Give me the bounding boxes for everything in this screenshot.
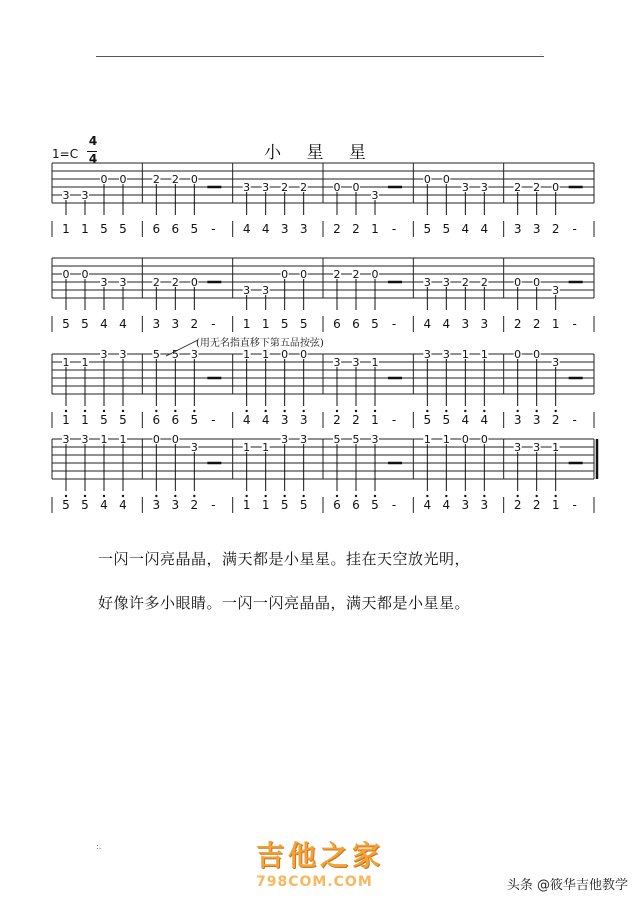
octave-dot xyxy=(264,410,266,412)
jianpu-number: 3 xyxy=(280,413,289,427)
fret-number: 3 xyxy=(262,284,270,297)
jianpu-number: 3 xyxy=(299,413,308,427)
octave-dot xyxy=(445,410,447,412)
jianpu-number: 4 xyxy=(461,222,470,236)
jianpu-number: 1 xyxy=(371,413,379,427)
fingering-annotation: (用无名指直移下第五品按弦) xyxy=(196,338,324,349)
jianpu-number: 4 xyxy=(261,413,270,427)
jianpu-number: 5 xyxy=(299,317,308,331)
octave-dot xyxy=(336,495,338,497)
octave-dot xyxy=(174,495,176,497)
fret-number: 0 xyxy=(461,433,469,446)
jianpu-number: 2 xyxy=(551,413,560,427)
fret-number: 1 xyxy=(243,348,251,361)
fret-number: 3 xyxy=(243,181,251,194)
fret-number: 0 xyxy=(100,173,108,186)
fret-number: 5 xyxy=(352,433,360,446)
jianpu-number: 3 xyxy=(513,222,522,236)
jianpu-number: 2 xyxy=(333,222,341,236)
fret-number: 0 xyxy=(281,268,289,281)
jianpu-number: 6 xyxy=(352,498,360,512)
jianpu-number: 5 xyxy=(190,222,199,236)
jianpu-number: 2 xyxy=(532,317,541,331)
fret-number: 0 xyxy=(480,433,488,446)
octave-dot xyxy=(554,410,556,412)
jianpu-number: 5 xyxy=(81,498,89,512)
jianpu-number: 1 xyxy=(551,498,560,512)
fret-number: 3 xyxy=(442,276,450,289)
fret-number: 3 xyxy=(533,441,541,454)
fret-number: 0 xyxy=(281,348,289,361)
octave-dot xyxy=(445,495,447,497)
fret-number: 0 xyxy=(352,181,360,194)
fret-number: 3 xyxy=(514,441,522,454)
fret-number: 5 xyxy=(333,433,341,446)
fret-number: 3 xyxy=(262,181,270,194)
fret-number: 0 xyxy=(533,276,541,289)
fret-number: 1 xyxy=(100,433,108,446)
jianpu-number: 1 xyxy=(261,498,270,512)
jianpu-number: 4 xyxy=(242,413,251,427)
jianpu-number: - xyxy=(572,317,577,331)
fret-number: 5 xyxy=(171,348,179,361)
fret-number: 0 xyxy=(300,268,308,281)
fret-number: 3 xyxy=(371,189,379,202)
jianpu-number: 5 xyxy=(423,222,432,236)
jianpu-number: 5 xyxy=(100,222,108,236)
jianpu-number: 5 xyxy=(371,498,379,512)
octave-dot xyxy=(103,495,105,497)
jianpu-number: 5 xyxy=(423,413,432,427)
fret-number: 3 xyxy=(552,356,560,369)
fret-number: 1 xyxy=(480,348,488,361)
time-signature-top: 4 xyxy=(88,134,98,148)
fret-number: 0 xyxy=(119,173,127,186)
octave-dot xyxy=(516,495,518,497)
jianpu-number: 6 xyxy=(152,413,161,427)
octave-dot xyxy=(193,410,195,412)
fret-number: 0 xyxy=(423,173,431,186)
jianpu-number: 5 xyxy=(299,498,308,512)
fret-number: 3 xyxy=(190,348,198,361)
small-mark: :. xyxy=(96,842,102,851)
fret-number: 2 xyxy=(533,181,541,194)
octave-dot xyxy=(302,410,304,412)
jianpu-number: 5 xyxy=(280,498,289,512)
fret-number: 3 xyxy=(333,356,341,369)
fret-number: 0 xyxy=(514,276,522,289)
jianpu-number: 3 xyxy=(513,413,522,427)
lyric-line-1: 一闪一闪亮晶晶，满天都是小星星。挂在天空放光明， xyxy=(98,550,471,568)
fret-number: 3 xyxy=(423,348,431,361)
jianpu-number: 5 xyxy=(442,413,451,427)
jianpu-number: 4 xyxy=(261,222,270,236)
octave-dot xyxy=(155,410,157,412)
octave-dot xyxy=(84,495,86,497)
jianpu-number: 4 xyxy=(242,222,251,236)
jianpu-number: 2 xyxy=(513,317,522,331)
key-signature: 1=C xyxy=(52,147,79,161)
jianpu-number: 1 xyxy=(261,317,270,331)
octave-dot xyxy=(426,495,428,497)
fret-number: 3 xyxy=(81,189,89,202)
jianpu-number: 4 xyxy=(442,498,451,512)
jianpu-number: 3 xyxy=(480,317,489,331)
octave-dot xyxy=(464,495,466,497)
fret-number: 2 xyxy=(352,268,360,281)
octave-dot xyxy=(483,410,485,412)
jianpu-number: 3 xyxy=(280,222,289,236)
jianpu-number: - xyxy=(572,413,577,427)
fret-number: 1 xyxy=(62,356,70,369)
jianpu-number: 2 xyxy=(190,317,199,331)
jianpu-number: 4 xyxy=(119,498,127,512)
fret-number: 3 xyxy=(352,356,360,369)
octave-dot xyxy=(483,495,485,497)
time-signature-bottom: 4 xyxy=(88,152,98,166)
jianpu-number: 3 xyxy=(461,498,470,512)
fret-number: 2 xyxy=(171,173,179,186)
jianpu-number: 3 xyxy=(532,222,541,236)
jianpu-number: 2 xyxy=(190,498,199,512)
octave-dot xyxy=(193,495,195,497)
jianpu-number: 3 xyxy=(171,498,180,512)
fret-number: 2 xyxy=(281,181,289,194)
fret-number: 0 xyxy=(371,268,379,281)
jianpu-number: 5 xyxy=(119,413,127,427)
fret-number: 2 xyxy=(300,181,308,194)
fret-number: 2 xyxy=(480,276,488,289)
fret-number: 1 xyxy=(262,441,270,454)
jianpu-number: 5 xyxy=(371,317,379,331)
fret-number: 2 xyxy=(514,181,522,194)
octave-dot xyxy=(554,495,556,497)
jianpu-number: - xyxy=(391,317,397,331)
jianpu-number: 3 xyxy=(461,317,470,331)
octave-dot xyxy=(336,410,338,412)
fret-number: 0 xyxy=(514,348,522,361)
fret-number: 2 xyxy=(152,276,160,289)
octave-dot xyxy=(535,495,537,497)
fret-number: 3 xyxy=(480,181,488,194)
song-title: 小 星 星 xyxy=(264,143,376,163)
jianpu-number: 2 xyxy=(352,413,360,427)
fret-number: 2 xyxy=(152,173,160,186)
octave-dot xyxy=(355,410,357,412)
fret-number: 3 xyxy=(119,276,127,289)
octave-dot xyxy=(516,410,518,412)
fret-number: 1 xyxy=(442,433,450,446)
fret-number: 0 xyxy=(171,433,179,446)
jianpu-number: 3 xyxy=(532,413,541,427)
jianpu-number: - xyxy=(572,498,577,512)
fret-number: 1 xyxy=(81,356,89,369)
fret-number: 1 xyxy=(552,441,560,454)
fret-number: 3 xyxy=(243,284,251,297)
jianpu-number: 5 xyxy=(62,317,70,331)
jianpu-number: 3 xyxy=(299,222,308,236)
jianpu-number: - xyxy=(391,222,397,236)
octave-dot xyxy=(264,495,266,497)
fret-number: 2 xyxy=(171,276,179,289)
fret-number: 0 xyxy=(333,181,341,194)
fret-number: 0 xyxy=(190,276,198,289)
lyric-line-2: 好像许多小眼睛。一闪一闪亮晶晶，满天都是小星星。 xyxy=(98,594,471,612)
jianpu-number: - xyxy=(211,498,216,512)
jianpu-number: 4 xyxy=(480,413,489,427)
fret-number: 3 xyxy=(190,441,198,454)
octave-dot xyxy=(245,495,247,497)
jianpu-number: 1 xyxy=(62,413,70,427)
fret-number: 1 xyxy=(119,433,127,446)
fret-number: 3 xyxy=(100,276,108,289)
jianpu-number: 3 xyxy=(152,317,161,331)
jianpu-number: 2 xyxy=(532,498,541,512)
octave-dot xyxy=(283,495,285,497)
jianpu-number: 1 xyxy=(551,317,560,331)
jianpu-number: 5 xyxy=(442,222,451,236)
fret-number: 3 xyxy=(461,181,469,194)
octave-dot xyxy=(155,495,157,497)
jianpu-number: 6 xyxy=(171,222,180,236)
jianpu-number: 4 xyxy=(442,317,451,331)
fret-number: 3 xyxy=(81,433,89,446)
jianpu-number: 5 xyxy=(119,222,127,236)
jianpu-number: 4 xyxy=(119,317,127,331)
fret-number: 3 xyxy=(371,433,379,446)
jianpu-number: 1 xyxy=(242,317,251,331)
jianpu-number: 5 xyxy=(81,317,89,331)
octave-dot xyxy=(122,495,124,497)
jianpu-number: 4 xyxy=(461,413,470,427)
octave-dot xyxy=(302,495,304,497)
fret-number: 3 xyxy=(442,348,450,361)
jianpu-number: 2 xyxy=(513,498,522,512)
jianpu-number: 1 xyxy=(371,222,379,236)
jianpu-number: 5 xyxy=(100,413,108,427)
jianpu-number: 1 xyxy=(81,413,89,427)
octave-dot xyxy=(65,410,67,412)
jianpu-number: 4 xyxy=(423,317,432,331)
fret-number: 3 xyxy=(552,284,560,297)
jianpu-number: - xyxy=(211,413,216,427)
fret-number: 3 xyxy=(62,189,70,202)
fret-number: 3 xyxy=(100,348,108,361)
top-dot: . xyxy=(540,50,542,57)
octave-dot xyxy=(283,410,285,412)
fret-number: 0 xyxy=(62,268,70,281)
octave-dot xyxy=(122,410,124,412)
fret-number: 2 xyxy=(461,276,469,289)
fret-number: 1 xyxy=(262,348,270,361)
jianpu-number: 6 xyxy=(333,498,341,512)
fret-number: 0 xyxy=(552,181,560,194)
fret-number: 1 xyxy=(243,441,251,454)
jianpu-number: 6 xyxy=(352,317,360,331)
fret-number: 0 xyxy=(300,348,308,361)
fret-number: 3 xyxy=(281,433,289,446)
fret-number: 0 xyxy=(442,173,450,186)
octave-dot xyxy=(374,495,376,497)
jianpu-number: 3 xyxy=(152,498,161,512)
jianpu-number: 2 xyxy=(333,413,341,427)
jianpu-number: 2 xyxy=(551,222,560,236)
octave-dot xyxy=(355,495,357,497)
octave-dot xyxy=(174,410,176,412)
octave-dot xyxy=(535,410,537,412)
jianpu-number: 5 xyxy=(62,498,70,512)
fret-number: 3 xyxy=(62,433,70,446)
jianpu-number: 1 xyxy=(242,498,251,512)
octave-dot xyxy=(245,410,247,412)
fret-number: 1 xyxy=(423,433,431,446)
fret-number: 0 xyxy=(152,433,160,446)
fret-number: 2 xyxy=(333,268,341,281)
octave-dot xyxy=(426,410,428,412)
jianpu-number: 4 xyxy=(100,498,108,512)
octave-dot xyxy=(65,495,67,497)
fret-number: 0 xyxy=(190,173,198,186)
author-credit: 头条 @筱华吉他教学 xyxy=(506,878,628,893)
jianpu-number: 6 xyxy=(171,413,180,427)
fret-number: 0 xyxy=(81,268,89,281)
jianpu-number: 2 xyxy=(352,222,360,236)
fret-number: 5 xyxy=(152,348,160,361)
jianpu-number: - xyxy=(391,498,397,512)
jianpu-number: 3 xyxy=(171,317,180,331)
jianpu-number: 3 xyxy=(480,498,489,512)
jianpu-number: 4 xyxy=(480,222,489,236)
jianpu-number: 5 xyxy=(280,317,289,331)
jianpu-number: 4 xyxy=(100,317,108,331)
jianpu-number: 1 xyxy=(81,222,89,236)
watermark-logo: 吉他之家 xyxy=(256,839,385,872)
jianpu-number: 5 xyxy=(190,413,199,427)
jianpu-number: 6 xyxy=(333,317,341,331)
fret-number: 0 xyxy=(533,348,541,361)
fret-number: 3 xyxy=(119,348,127,361)
jianpu-number: 1 xyxy=(62,222,70,236)
octave-dot xyxy=(374,410,376,412)
jianpu-number: 6 xyxy=(152,222,161,236)
jianpu-number: 4 xyxy=(423,498,432,512)
octave-dot xyxy=(84,410,86,412)
octave-dot xyxy=(103,410,105,412)
octave-dot xyxy=(464,410,466,412)
jianpu-number: - xyxy=(572,222,577,236)
fret-number: 1 xyxy=(371,356,379,369)
fret-number: 3 xyxy=(423,276,431,289)
jianpu-number: - xyxy=(211,222,216,236)
fret-number: 3 xyxy=(300,433,308,446)
fret-number: 1 xyxy=(461,348,469,361)
watermark-url: 798COM.COM xyxy=(256,874,373,890)
jianpu-number: - xyxy=(391,413,397,427)
jianpu-number: - xyxy=(211,317,216,331)
